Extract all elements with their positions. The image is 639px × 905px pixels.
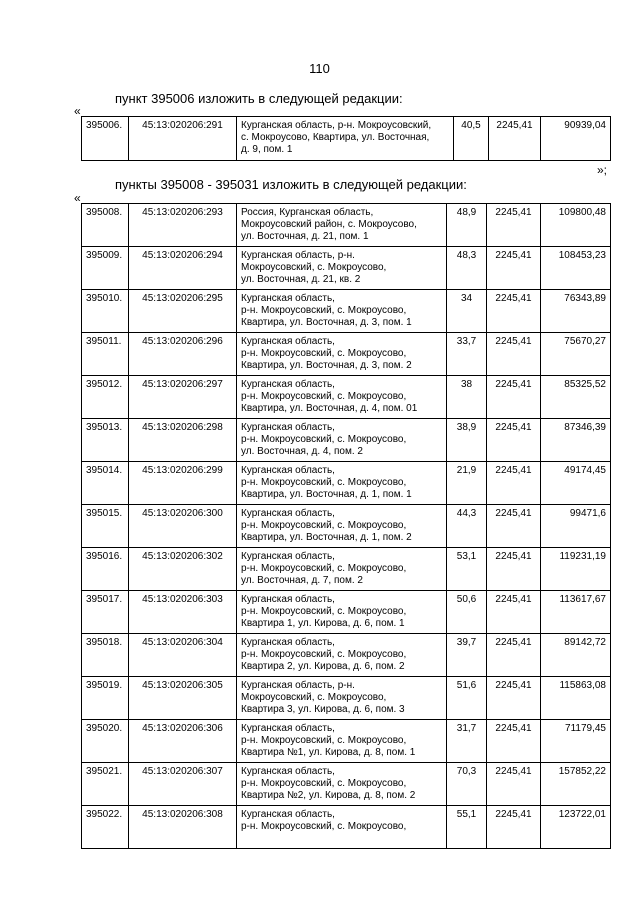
- table-row: [82, 333, 611, 376]
- address-cell: [237, 204, 447, 247]
- area-cell: 34: [447, 290, 487, 333]
- address-cell: [237, 290, 447, 333]
- price-cell: 2245,41: [487, 806, 541, 849]
- row-code-cell: 395011.: [82, 333, 129, 376]
- price-cell: 2245,41: [487, 290, 541, 333]
- address-line: р-н. Мокроусовский, с. Мокроусово,: [241, 520, 407, 531]
- value-cell: 157852,22: [541, 763, 611, 806]
- row-code-cell: 395010.: [82, 290, 129, 333]
- address-cell: [237, 634, 447, 677]
- address-line: Курганская область, р-н.: [241, 250, 355, 261]
- address-line: Курганская область, р-н.: [241, 680, 355, 691]
- address-line: Курганская область,: [241, 465, 335, 476]
- cadastral-number-cell: 45:13:020206:294: [129, 247, 237, 290]
- address-cell: [237, 591, 447, 634]
- address-line: р-н. Мокроусовский, с. Мокроусово,: [241, 649, 407, 660]
- cadastral-number-cell: 45:13:020206:291: [129, 117, 237, 161]
- cadastral-number-cell: 45:13:020206:297: [129, 376, 237, 419]
- address-line: р-н. Мокроусовский, с. Мокроусово,: [241, 305, 407, 316]
- area-cell: 31,7: [447, 720, 487, 763]
- section1-intro: пункт 395006 изложить в следующей редакции:: [115, 91, 403, 106]
- area-cell: 38: [447, 376, 487, 419]
- row-code-cell: 395013.: [82, 419, 129, 462]
- address-cell: [237, 548, 447, 591]
- value-cell: 115863,08: [541, 677, 611, 720]
- address-line: р-н. Мокроусовский, с. Мокроусово,: [241, 477, 407, 488]
- table-row: [82, 419, 611, 462]
- area-cell: 39,7: [447, 634, 487, 677]
- value-cell: 108453,23: [541, 247, 611, 290]
- price-cell: 2245,41: [487, 634, 541, 677]
- row-code-cell: 395021.: [82, 763, 129, 806]
- table-row: [82, 204, 611, 247]
- value-cell: 75670,27: [541, 333, 611, 376]
- section1-table: [81, 116, 611, 161]
- address-line: Мокроусовский, с. Мокроусово,: [241, 692, 387, 703]
- price-cell: 2245,41: [487, 720, 541, 763]
- address-line: Квартира №1, ул. Кирова, д. 8, пом. 1: [241, 747, 416, 758]
- section2-intro: пункты 395008 - 395031 изложить в следующей редакции:: [115, 177, 467, 192]
- area-cell: 21,9: [447, 462, 487, 505]
- cadastral-number-cell: 45:13:020206:302: [129, 548, 237, 591]
- area-cell: 48,9: [447, 204, 487, 247]
- table-row: [82, 591, 611, 634]
- row-code-cell: 395016.: [82, 548, 129, 591]
- price-cell: 2245,41: [487, 591, 541, 634]
- address-line: Курганская область, р-н. Мокроусовский,: [241, 120, 432, 131]
- cadastral-number-cell: 45:13:020206:305: [129, 677, 237, 720]
- address-line: Курганская область,: [241, 551, 335, 562]
- address-line: Курганская область,: [241, 293, 335, 304]
- section2-table: [81, 203, 611, 849]
- value-cell: 113617,67: [541, 591, 611, 634]
- cadastral-number-cell: 45:13:020206:304: [129, 634, 237, 677]
- address-line: р-н. Мокроусовский, с. Мокроусово,: [241, 391, 407, 402]
- value-cell: 119231,19: [541, 548, 611, 591]
- address-line: Квартира, ул. Восточная, д. 3, пом. 2: [241, 360, 412, 371]
- address-line: Курганская область,: [241, 422, 335, 433]
- cadastral-number-cell: 45:13:020206:295: [129, 290, 237, 333]
- address-line: Курганская область,: [241, 508, 335, 519]
- cadastral-number-cell: 45:13:020206:307: [129, 763, 237, 806]
- cadastral-number-cell: 45:13:020206:306: [129, 720, 237, 763]
- row-code-cell: 395017.: [82, 591, 129, 634]
- address-line: Квартира 1, ул. Кирова, д. 6, пом. 1: [241, 618, 405, 629]
- price-cell: 2245,41: [487, 247, 541, 290]
- row-code-cell: 395012.: [82, 376, 129, 419]
- row-code-cell: 395018.: [82, 634, 129, 677]
- price-cell: 2245,41: [487, 333, 541, 376]
- address-cell: [237, 677, 447, 720]
- row-code-cell: 395015.: [82, 505, 129, 548]
- row-code-cell: 395008.: [82, 204, 129, 247]
- value-cell: 109800,48: [541, 204, 611, 247]
- price-cell: 2245,41: [487, 548, 541, 591]
- cadastral-number-cell: 45:13:020206:296: [129, 333, 237, 376]
- area-cell: 51,6: [447, 677, 487, 720]
- address-cell: [237, 806, 447, 849]
- address-line: р-н. Мокроусовский, с. Мокроусово,: [241, 778, 407, 789]
- section1-close-quote: »;: [597, 163, 608, 177]
- price-cell: 2245,41: [487, 462, 541, 505]
- address-cell: [237, 505, 447, 548]
- table-row: [82, 763, 611, 806]
- address-line: р-н. Мокроусовский, с. Мокроусово,: [241, 735, 407, 746]
- table-row: [82, 806, 611, 849]
- area-cell: 50,6: [447, 591, 487, 634]
- address-line: р-н. Мокроусовский, с. Мокроусово,: [241, 348, 407, 359]
- address-line: Квартира, ул. Восточная, д. 1, пом. 2: [241, 532, 412, 543]
- value-cell: 49174,45: [541, 462, 611, 505]
- area-cell: 44,3: [447, 505, 487, 548]
- address-line: д. 9, пом. 1: [241, 144, 293, 155]
- address-line: Курганская область,: [241, 594, 335, 605]
- price-cell: 2245,41: [487, 376, 541, 419]
- value-cell: 71179,45: [541, 720, 611, 763]
- section2-table-body: [82, 204, 611, 849]
- table-row: [82, 548, 611, 591]
- address-cell: [237, 333, 447, 376]
- address-cell: [237, 462, 447, 505]
- address-line: с. Мокроусово, Квартира, ул. Восточная,: [241, 132, 430, 143]
- value-cell: 87346,39: [541, 419, 611, 462]
- address-line: р-н. Мокроусовский, с. Мокроусово,: [241, 606, 407, 617]
- table-row: [82, 720, 611, 763]
- address-line: ул. Восточная, д. 7, пом. 2: [241, 575, 363, 586]
- address-cell: [237, 720, 447, 763]
- address-line: р-н. Мокроусовский, с. Мокроусово,: [241, 821, 407, 832]
- area-cell: 53,1: [447, 548, 487, 591]
- cadastral-number-cell: 45:13:020206:298: [129, 419, 237, 462]
- row-code-cell: 395020.: [82, 720, 129, 763]
- address-cell: [237, 117, 454, 161]
- area-cell: 38,9: [447, 419, 487, 462]
- price-cell: 2245,41: [487, 677, 541, 720]
- price-cell: 2245,41: [489, 117, 541, 161]
- address-line: Квартира 2, ул. Кирова, д. 6, пом. 2: [241, 661, 405, 672]
- cadastral-number-cell: 45:13:020206:308: [129, 806, 237, 849]
- area-cell: 40,5: [454, 117, 489, 161]
- address-line: Курганская область,: [241, 336, 335, 347]
- page-number: 110: [309, 61, 330, 76]
- address-cell: [237, 763, 447, 806]
- table-row: [82, 117, 611, 161]
- row-code-cell: 395014.: [82, 462, 129, 505]
- cadastral-number-cell: 45:13:020206:303: [129, 591, 237, 634]
- cadastral-number-cell: 45:13:020206:293: [129, 204, 237, 247]
- value-cell: 76343,89: [541, 290, 611, 333]
- area-cell: 33,7: [447, 333, 487, 376]
- value-cell: 89142,72: [541, 634, 611, 677]
- table-row: [82, 290, 611, 333]
- row-code-cell: 395022.: [82, 806, 129, 849]
- value-cell: 99471,6: [541, 505, 611, 548]
- address-line: Квартира №2, ул. Кирова, д. 8, пом. 2: [241, 790, 416, 801]
- area-cell: 55,1: [447, 806, 487, 849]
- address-line: Россия, Курганская область,: [241, 207, 374, 218]
- price-cell: 2245,41: [487, 763, 541, 806]
- table-row: [82, 677, 611, 720]
- address-line: р-н. Мокроусовский, с. Мокроусово,: [241, 434, 407, 445]
- price-cell: 2245,41: [487, 204, 541, 247]
- address-cell: [237, 419, 447, 462]
- value-cell: 123722,01: [541, 806, 611, 849]
- address-cell: [237, 247, 447, 290]
- value-cell: 85325,52: [541, 376, 611, 419]
- address-line: Курганская область,: [241, 379, 335, 390]
- address-cell: [237, 376, 447, 419]
- area-cell: 70,3: [447, 763, 487, 806]
- address-line: Мокроусовский, с. Мокроусово,: [241, 262, 387, 273]
- price-cell: 2245,41: [487, 505, 541, 548]
- address-line: Квартира 3, ул. Кирова, д. 6, пом. 3: [241, 704, 405, 715]
- address-line: Курганская область,: [241, 809, 335, 820]
- row-code-cell: 395019.: [82, 677, 129, 720]
- address-line: Квартира, ул. Восточная, д. 1, пом. 1: [241, 489, 412, 500]
- area-cell: 48,3: [447, 247, 487, 290]
- address-line: Квартира, ул. Восточная, д. 4, пом. 01: [241, 403, 418, 414]
- section1-open-quote: «: [74, 104, 81, 118]
- address-line: ул. Восточная, д. 4, пом. 2: [241, 446, 363, 457]
- address-line: Курганская область,: [241, 766, 335, 777]
- section2-open-quote: «: [74, 191, 81, 205]
- row-code-cell: 395006.: [82, 117, 129, 161]
- row-code-cell: 395009.: [82, 247, 129, 290]
- address-line: Курганская область,: [241, 723, 335, 734]
- address-line: Мокроусовский район, с. Мокроусово,: [241, 219, 417, 230]
- table-row: [82, 376, 611, 419]
- table-row: [82, 462, 611, 505]
- cadastral-number-cell: 45:13:020206:299: [129, 462, 237, 505]
- address-line: ул. Восточная, д. 21, пом. 1: [241, 231, 369, 242]
- table-row: [82, 247, 611, 290]
- value-cell: 90939,04: [541, 117, 611, 161]
- address-line: Курганская область,: [241, 637, 335, 648]
- section1-table-body: [82, 117, 611, 161]
- price-cell: 2245,41: [487, 419, 541, 462]
- table-row: [82, 505, 611, 548]
- address-line: Квартира, ул. Восточная, д. 3, пом. 1: [241, 317, 412, 328]
- address-line: р-н. Мокроусовский, с. Мокроусово,: [241, 563, 407, 574]
- table-row: [82, 634, 611, 677]
- address-line: ул. Восточная, д. 21, кв. 2: [241, 274, 361, 285]
- cadastral-number-cell: 45:13:020206:300: [129, 505, 237, 548]
